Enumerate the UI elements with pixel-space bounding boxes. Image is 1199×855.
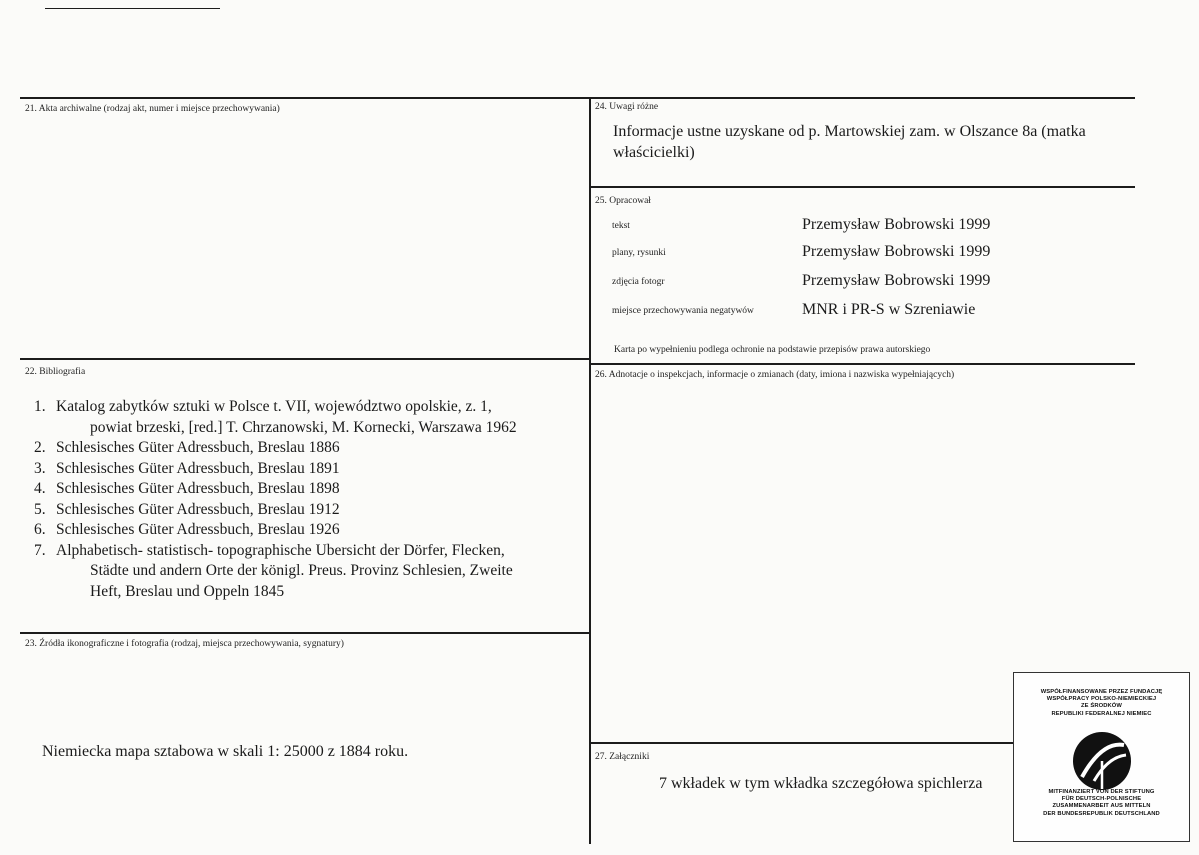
bibliography-item-number: 6. [34, 521, 46, 538]
foundation-stamp [1013, 672, 1190, 842]
section-24-label: 24. Uwagi różne [595, 102, 659, 112]
top-stub-line [45, 8, 220, 9]
copyright-note: Karta po wypełnieniu podlega ochronie na podstawie przepisów prawa autorskiego [614, 345, 931, 355]
bibliography-item-text: Schlesisches Güter Adressbuch, Breslau 1891 [56, 459, 340, 477]
section-21-label: 21. Akta archiwalne (rodzaj akt, numer i miejsce przechowywania) [25, 104, 280, 114]
section-22-label: 22. Bibliografia [25, 367, 86, 377]
bibliography-item-text: Alphabetisch- statistisch- topographische Ubersicht der Dörfer, Flecken, [56, 541, 505, 559]
bibliography-item [34, 500, 584, 521]
bibliography-item-text: Schlesisches Güter Adressbuch, Breslau 1912 [56, 500, 340, 518]
credit-key: zdjęcia fotogr [612, 277, 665, 287]
bibliography-item-text: Heft, Breslau und Oppeln 1845 [90, 582, 285, 600]
bibliography-item-number: 2. [34, 439, 46, 456]
section-23-label: 23. Źródła ikonograficzne i fotografia (rodzaj, miejsca przechowywania, sygnatury) [25, 639, 344, 649]
section-24-value-line2: właścicielki) [613, 144, 695, 161]
bibliography-item-text: Städte und andern Orte der königl. Preus. Provinz Schlesien, Zweite [90, 562, 513, 579]
grid-line-left-mid [20, 358, 590, 360]
section-26-label: 26. Adnotacje o inspekcjach, informacje o zmianach (daty, imiona i nazwiska wypełniających) [595, 370, 955, 380]
grid-line-center [589, 97, 591, 844]
stamp-line: FÜR DEUTSCH-POLNISCHE [1061, 796, 1142, 803]
stamp-line: WSPÓŁFINANSOWANE PRZEZ FUNDACJĘ [1040, 689, 1163, 695]
bibliography-item [34, 418, 584, 439]
bibliography-item [34, 582, 584, 603]
grid-line-left-low [20, 632, 590, 634]
bibliography-item-number: 1. [34, 398, 46, 415]
section-27-label: 27. Załączniki [595, 752, 650, 762]
bibliography-item-text: Schlesisches Güter Adressbuch, Breslau 1886 [56, 439, 340, 456]
credit-value: Przemysław Bobrowski 1999 [802, 272, 991, 289]
bibliography-list [34, 397, 584, 602]
credit-key: plany, rysunki [612, 248, 666, 258]
section-24-value-line1: Informacje ustne uzyskane od p. Martowskiej zam. w Olszance 8a (matka [613, 123, 1086, 140]
bibliography-item [34, 479, 584, 500]
credit-value: Przemysław Bobrowski 1999 [802, 216, 991, 233]
bibliography-item [34, 438, 584, 459]
stamp-bottom-text [1014, 789, 1189, 818]
bibliography-item-text: powiat brzeski, [red.] T. Chrzanowski, M. Kornecki, Warszawa 1962 [90, 418, 517, 436]
credit-key: tekst [612, 221, 630, 231]
section-25-label: 25. Opracował [595, 196, 651, 206]
grid-line-top [20, 97, 1135, 99]
bibliography-item [34, 397, 584, 418]
grid-line-right-2 [590, 363, 1135, 365]
stamp-line: WSPÓŁPRACY POLSKO-NIEMIECKIEJ [1046, 696, 1157, 703]
section-23-value: Niemiecka mapa sztabowa w skali 1: 25000 z 1884 roku. [42, 743, 409, 760]
bibliography-item-number: 5. [34, 500, 46, 518]
bibliography-item [34, 459, 584, 480]
stamp-line: ZE ŚRODKÓW [1081, 703, 1122, 710]
credit-value: MNR i PR-S w Szreniawie [802, 301, 976, 318]
bibliography-item [34, 561, 584, 582]
stamp-top-text [1014, 689, 1189, 718]
credit-value: Przemysław Bobrowski 1999 [802, 243, 991, 260]
grid-line-right-1 [590, 186, 1135, 188]
stamp-line: REPUBLIKI FEDERALNEJ NIEMIEC [1051, 710, 1152, 717]
stamp-line: ZUSAMMENARBEIT AUS MITTELN [1052, 803, 1151, 810]
grid-line-right-3 [590, 742, 1015, 744]
bibliography-item-text: Katalog zabytków sztuki w Polsce t. VII, województwo opolskie, z. 1, [56, 398, 492, 415]
stamp-line: DER BUNDESREPUBLIK DEUTSCHLAND [1043, 810, 1160, 817]
bibliography-item [34, 520, 584, 541]
bibliography-item-text: Schlesisches Güter Adressbuch, Breslau 1898 [56, 480, 340, 497]
bibliography-item [34, 541, 584, 562]
bibliography-item-number: 7. [34, 541, 46, 559]
bibliography-item-text: Schlesisches Güter Adressbuch, Breslau 1926 [56, 521, 340, 538]
foundation-logo-icon [1072, 731, 1132, 791]
bibliography-item-number: 3. [34, 459, 46, 477]
bibliography-item-number: 4. [34, 480, 46, 497]
stamp-line: MITFINANZIERT VON DER STIFTUNG [1048, 789, 1155, 795]
section-27-value: 7 wkładek w tym wkładka szczegółowa spichlerza [659, 775, 983, 792]
credit-key: miejsce przechowywania negatywów [612, 306, 754, 316]
